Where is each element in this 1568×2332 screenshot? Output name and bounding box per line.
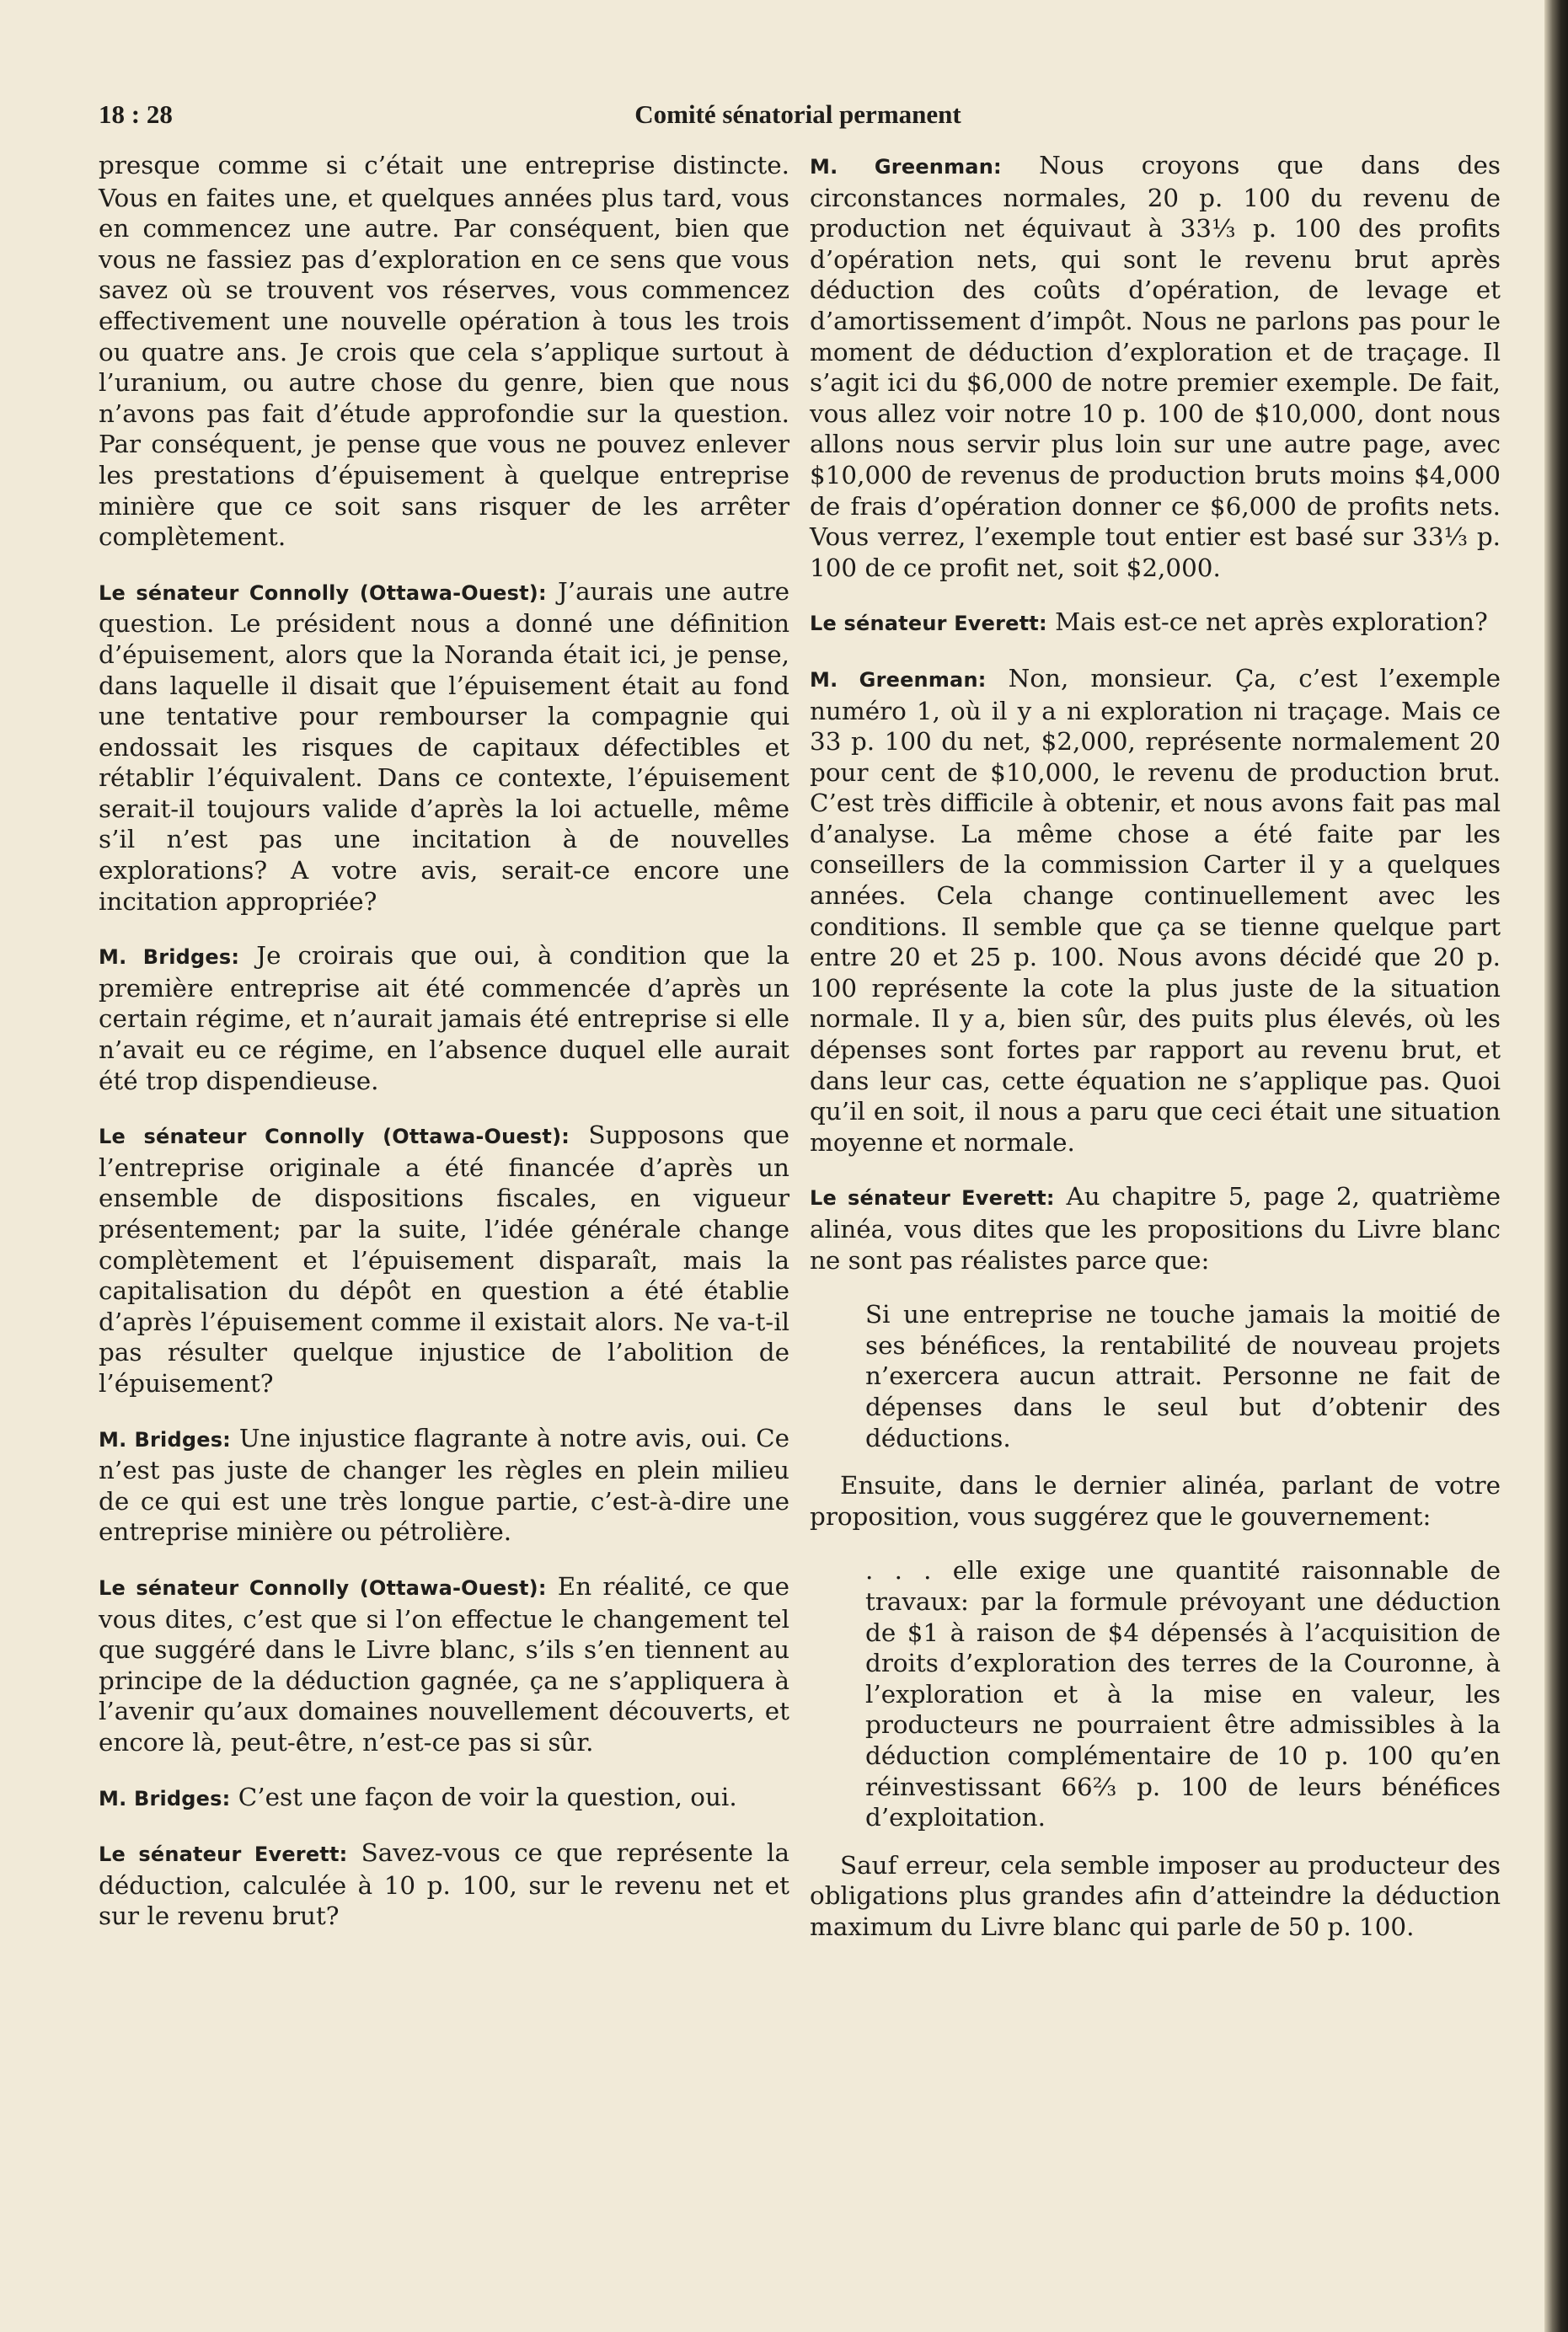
speaker-label: Le sénateur Everett: xyxy=(99,1843,348,1867)
paragraph-text: Nous croyons que dans des circonstances normales, 20 p. 100 du revenu de production net équivaut à 33⅓ p. 100 des profits d’opération nets, qui sont le revenu brut après déduction des coûts d’opération, de levage et d’amortissement d’impôt. Nous ne parlons pas pour le moment de déduction d’exploration et de traçage. Il s’agit ici du $6,000 de notre premier exemple. De fait, vous allez voir notre 10 p. 100 de $10,000, dont nous allons nous servir plus loin sur une autre page, avec $10,000 de revenus de production bruts moins $4,000 de frais d’opération donner ce $6,000 de profits nets. Vous verrez, l’exemple tout entier est basé sur 33⅓ p. 100 de ce profit net, soit $2,000. xyxy=(810,151,1501,582)
speaker-label: Le sénateur Connolly (Ottawa-Ouest): xyxy=(99,1125,570,1149)
page-number: 18 : 28 xyxy=(99,99,173,129)
paragraph-text: Au chapitre 5, page 2, quatrième alinéa, vous dites que les propositions du Livre blanc ne sont pas réalistes parce que: xyxy=(810,1182,1501,1275)
paragraph xyxy=(99,576,789,917)
paragraph-text: Savez-vous ce que représente la déduction, calculée à 10 p. 100, sur le revenu net et sur le revenu brut? xyxy=(99,1838,789,1931)
paragraph xyxy=(810,1181,1501,1276)
paragraph xyxy=(99,940,789,1096)
paragraph-text: Non, monsieur. Ça, c’est l’exemple numéro 1, où il y a ni exploration ni traçage. Mais ce 33 p. 100 du net, $2,000, représente normalement 20 pour cent de $10,000, le revenu de production brut. C’est très difficile à obtenir, et nous avons fait pas mal d’analyse. La même chose a été faite par les conseillers de la commission Carter il y a quelques années. Cela change continuellement avec les conditions. Il semble que ça se tienne quelque part entre 20 et 25 p. 100. Nous avons décidé que 20 p. 100 représente la cote la plus juste de la situation normale. Il y a, bien sûr, des puits plus élevés, où les dépenses sont fortes par rapport au revenu brut, et dans leur cas, cette équation ne s’applique pas. Quoi qu’il en soit, il nous a paru que ceci était une situation moyenne et normale. xyxy=(810,663,1501,1157)
speaker-label: Le sénateur Everett: xyxy=(810,612,1047,636)
paragraph xyxy=(99,150,789,553)
paragraph xyxy=(99,1571,789,1758)
speaker-label: Le sénateur Everett: xyxy=(810,1186,1055,1211)
right-column xyxy=(810,150,1501,1966)
left-column xyxy=(99,150,789,1955)
paragraph xyxy=(99,1782,789,1815)
paragraph xyxy=(99,1423,789,1548)
speaker-label: M. Bridges: xyxy=(99,1427,231,1452)
paragraph xyxy=(810,607,1501,639)
paragraph-text: En réalité, ce que vous dites, c’est que si l’on effectue le changement tel que suggéré dans le Livre blanc, s’ils s’en tiennent au principe de la déduction gagnée, ça ne s’appliquera à l’avenir qu’aux domaines nouvellement découverts, et encore là, peut-être, n’est-ce pas si sûr. xyxy=(99,1571,789,1757)
paragraph-text: J’aurais une autre question. Le président nous a donné une définition d’épuisement, alors que la Noranda était ici, je pense, dans laquelle il disait que l’épuisement était au fond une tentative pour rembourser la compagnie qui endossait les risques de capitaux défectibles et rétablir l’équivalent. Dans ce contexte, l’épuisement serait-il toujours valide d’après la loi actuelle, même s’il n’est pas une incitation à de nouvelles explorations? A votre avis, serait-ce encore une incitation appropriée? xyxy=(99,576,789,916)
paragraph-text: C’est une façon de voir la question, oui. xyxy=(230,1782,737,1811)
paragraph: Sauf erreur, cela semble imposer au producteur des obligations plus grandes afin d’atteindre la déduction maximum du Livre blanc qui parle de 50 p. 100. xyxy=(810,1850,1501,1941)
paragraph-text: presque comme si c’était une entreprise distincte. Vous en faites une, et quelques années plus tard, vous en commencez une autre. Par conséquent, bien que vous ne fassiez pas d’exploration en ce sens que vous savez où se trouvent vos réserves, vous commencez effectivement une nouvelle opération à tous les trois ou quatre ans. Je crois que cela s’applique surtout à l’uranium, ou autre chose du genre, bien que nous n’avons pas fait d’étude approfondie sur la question. Par conséquent, je pense que vous ne pouvez enlever les prestations d’épuisement à quelque entreprise minière que ce soit sans risquer de les arrêter complètement. xyxy=(99,151,789,552)
speaker-label: Le sénateur Connolly (Ottawa-Ouest): xyxy=(99,580,547,605)
paragraph-text: Je croirais que oui, à condition que la première entreprise ait été commencée d’après un certain régime, et n’aurait jamais été entreprise si elle n’avait eu ce régime, en l’absence duquel elle aurait été trop dispendieuse. xyxy=(99,941,789,1095)
paragraph-text: Mais est-ce net après exploration? xyxy=(1046,607,1488,637)
speaker-label: M. Greenman: xyxy=(810,155,1002,179)
paragraph xyxy=(99,1120,789,1399)
paragraph xyxy=(810,663,1501,1158)
running-head: Comité sénatorial permanent xyxy=(634,99,961,129)
paragraph: Ensuite, dans le dernier alinéa, parlant de votre proposition, vous suggérez que le gouvernement: xyxy=(810,1471,1501,1531)
paragraph-text: Une injustice flagrante à notre avis, oui. Ce n’est pas juste de changer les règles en plein milieu de ce qui est une très longue partie, c’est-à-dire une entreprise minière ou pétrolière. xyxy=(99,1423,789,1547)
paragraph xyxy=(99,1837,789,1932)
speaker-label: M. Bridges: xyxy=(99,945,240,970)
speaker-label: Le sénateur Connolly (Ottawa-Ouest): xyxy=(99,1575,547,1600)
page-header xyxy=(99,99,1497,133)
speaker-label: M. Greenman: xyxy=(810,667,987,692)
speaker-label: M. Bridges: xyxy=(99,1786,231,1811)
paragraph xyxy=(810,150,1501,583)
block-quote: . . . elle exige une quantité raisonnable de travaux: par la formule prévoyant une déduction de $1 à raison de $4 dépensés à l’acquisition de droits d’exploration des terres de la Couronne, à l’exploration et à la mise en valeur, les producteurs ne pourraient être admissibles à la déduction complémentaire de 10 p. 100 qu’en réinvestissant 66⅔ p. 100 de leurs bénéfices d’exploitation. xyxy=(865,1556,1501,1832)
page-binding-edge xyxy=(1544,0,1568,2332)
block-quote: Si une entreprise ne touche jamais la moitié de ses bénéfices, la rentabilité de nouveau projets n’exercera aucun attrait. Personne ne fait de dépenses dans le seul but d’obtenir des déductions. xyxy=(865,1300,1501,1452)
paragraph-text: Supposons que l’entreprise originale a été financée d’après un ensemble de dispositions fiscales, en vigueur présentement; par la suite, l’idée générale change complètement et l’épuisement disparaît, mais la capitalisation du dépôt en question a été établie d’après l’épuisement comme il existait alors. Ne va-t-il pas résulter quelque injustice de l’abolition de l’épuisement? xyxy=(99,1121,789,1398)
